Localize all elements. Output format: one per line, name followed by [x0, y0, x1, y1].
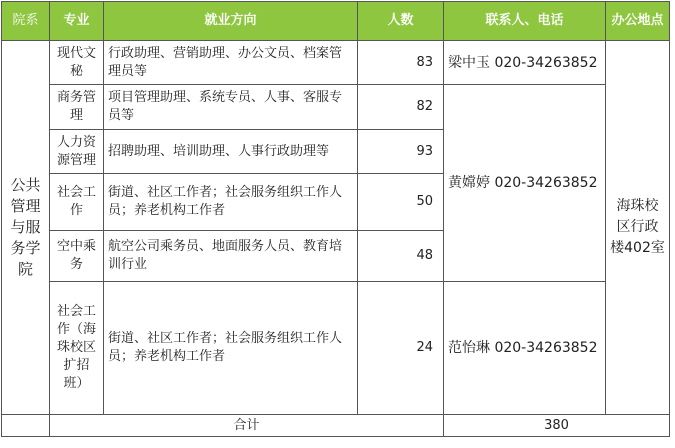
header-row	[2, 2, 670, 41]
count-cell: 93	[358, 130, 444, 174]
header-contact: 联系人、电话	[444, 2, 606, 41]
count-cell: 24	[358, 282, 444, 415]
office-cell: 海珠校区行政楼402室	[606, 41, 670, 415]
direction-cell: 街道、社区工作者；社会服务组织工作人员；养老机构工作者	[104, 282, 358, 415]
total-row	[2, 415, 670, 437]
major-cell: 商务管理	[50, 85, 104, 130]
count-cell: 48	[358, 231, 444, 282]
header-college: 院系	[2, 2, 50, 41]
major-cell: 现代文秘	[50, 41, 104, 85]
contact-cell: 梁中玉 020-34263852	[444, 41, 606, 85]
direction-cell: 项目管理助理、系统专员、人事、客服专员等	[104, 85, 358, 130]
table-row	[2, 41, 670, 85]
total-value: 380	[444, 415, 670, 437]
count-cell: 83	[358, 41, 444, 85]
count-cell: 50	[358, 174, 444, 231]
header-direction: 就业方向	[104, 2, 358, 41]
header-major: 专业	[50, 2, 104, 41]
total-label: 合计	[50, 415, 444, 437]
header-office: 办公地点	[606, 2, 670, 41]
table-row	[2, 282, 670, 415]
major-cell: 社会工作（海珠校区扩招班）	[50, 282, 104, 415]
contact-cell-group: 黄嫦婷 020-34263852	[444, 85, 606, 282]
header-count: 人数	[358, 2, 444, 41]
table-row	[2, 85, 670, 130]
direction-cell: 航空公司乘务员、地面服务人员、教育培训行业	[104, 231, 358, 282]
direction-cell: 行政助理、营销助理、办公文员、档案管理员等	[104, 41, 358, 85]
count-cell: 82	[358, 85, 444, 130]
direction-cell: 招聘助理、培训助理、人事行政助理等	[104, 130, 358, 174]
major-cell: 人力资源管理	[50, 130, 104, 174]
major-cell: 社会工作	[50, 174, 104, 231]
college-cell: 公共管理与服务学院	[2, 41, 50, 415]
contact-cell: 范怡琳 020-34263852	[444, 282, 606, 415]
direction-cell: 街道、社区工作者；社会服务组织工作人员；养老机构工作者	[104, 174, 358, 231]
employment-table	[1, 1, 670, 437]
major-cell: 空中乘务	[50, 231, 104, 282]
